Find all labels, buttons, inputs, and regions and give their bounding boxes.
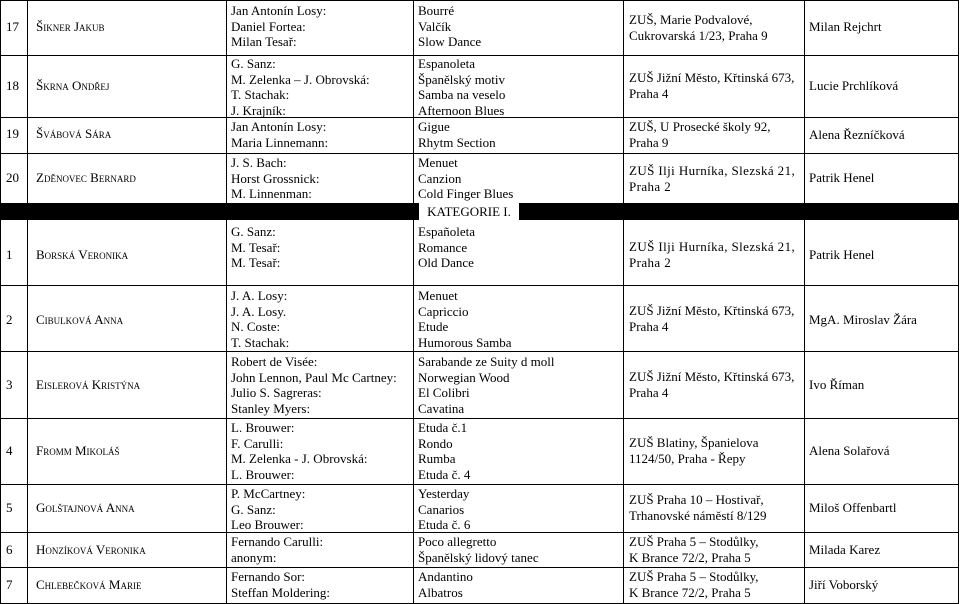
column-divider [623, 285, 624, 604]
teacher: Lucie Prchlíková [809, 78, 899, 93]
composer: Jan Antonín Losy: [231, 119, 327, 134]
piece: Sarabande ze Suity d moll [418, 354, 555, 369]
composer: Robert de Visée: [231, 354, 318, 369]
row-number: 6 [6, 542, 13, 557]
pieces [418, 569, 473, 600]
composer: Steffan Moldering: [231, 584, 331, 600]
school-line: Praha 2 [629, 254, 672, 270]
composer: Daniel Fortea: [231, 18, 306, 34]
school-line: Cukrovarská 1/23, Praha 9 [629, 27, 768, 43]
composer: J. S. Bach: [231, 155, 287, 170]
row-number: 5 [6, 500, 13, 515]
piece: Rumba [418, 451, 456, 467]
school-line: Praha 4 [629, 384, 669, 400]
teacher: Ivo Říman [809, 377, 865, 392]
column-divider [226, 0, 227, 285]
column-divider [226, 285, 227, 604]
composer: Milan Tesař: [231, 34, 297, 50]
composer: J. A. Losy. [231, 303, 287, 319]
row-number: 7 [6, 577, 13, 592]
school-line: Trhanovské náměstí 8/129 [629, 507, 767, 523]
composers [231, 486, 305, 533]
column-divider [0, 0, 1, 285]
composers [231, 288, 289, 350]
composer: Horst Grossnick: [231, 170, 320, 186]
row-number: 2 [6, 312, 13, 327]
composers [231, 420, 367, 482]
piece: Etude [418, 319, 449, 335]
student-name: Honzíková Veronika [36, 542, 146, 557]
piece: Samba na veselo [418, 87, 506, 103]
piece: Valčík [418, 18, 452, 34]
composer: J. A. Losy: [231, 288, 288, 303]
school [629, 569, 759, 600]
composer: Leo Brouwer: [231, 517, 304, 533]
column-divider [413, 0, 414, 285]
composers [231, 155, 319, 202]
student-name: Eislerová Kristýna [36, 377, 141, 392]
composers [231, 354, 397, 416]
column-divider [0, 285, 1, 604]
pieces [418, 288, 512, 350]
school-line: ZUŠ Jižní Město, Křtinská 673, [629, 303, 795, 318]
piece: Espanoleta [418, 56, 476, 71]
school-line: ZUŠ Jižní Město, Křtinská 673, [629, 369, 795, 384]
piece: Menuet [418, 155, 458, 170]
composer: M. Zelenka - J. Obrovská: [231, 451, 368, 467]
composers [231, 569, 330, 600]
school-line: 1124/50, Praha - Řepy [629, 450, 746, 466]
piece: Humorous Samba [418, 334, 512, 350]
school [629, 119, 771, 150]
composers [231, 3, 326, 50]
piece: Yesterday [418, 486, 470, 501]
pieces [418, 119, 496, 150]
school [629, 70, 794, 101]
school-line: Praha 9 [629, 134, 669, 150]
column-divider [623, 0, 624, 285]
student-name: Borská Veronika [36, 247, 129, 262]
school-line: ZUŠ Ilji Hurníka, Slezská 21, [629, 239, 796, 254]
composer: M. Tesař: [231, 239, 281, 255]
composer: G. Sanz: [231, 224, 276, 239]
piece: Menuet [418, 288, 458, 303]
teacher: Patrik Henel [809, 247, 875, 262]
piece: Španělský motiv [418, 71, 506, 87]
pieces [418, 3, 481, 50]
row-number: 20 [6, 170, 19, 185]
teacher: Milan Rejchrt [809, 19, 882, 34]
column-divider [958, 0, 959, 285]
piece: Old Dance [418, 255, 474, 271]
school [629, 369, 794, 400]
column-divider [804, 285, 805, 604]
school-line: Praha 2 [629, 178, 672, 194]
school [629, 12, 768, 43]
student-name: Škrna Ondřej [36, 78, 110, 93]
piece: Rondo [418, 435, 453, 451]
school [629, 163, 795, 194]
piece: Slow Dance [418, 34, 482, 50]
composer: M. Linnenman: [231, 186, 312, 202]
school [629, 239, 795, 270]
piece: Etuda č. 4 [418, 466, 471, 482]
pieces [418, 155, 513, 202]
piece: Españoleta [418, 224, 476, 239]
teacher: Alena Řezníčková [809, 127, 905, 142]
school-line: ZUŠ, U Prosecké školy 92, [629, 119, 771, 134]
piece: El Colibri [418, 385, 470, 401]
pieces [418, 224, 475, 271]
student-name: Zděnovec Bernard [36, 170, 136, 185]
piece: Afternoon Blues [418, 102, 505, 118]
school-line: ZUŠ Jižní Město, Křtinská 673, [629, 70, 795, 85]
row-divider [0, 418, 958, 419]
school-line: ZUŠ, Marie Podvalové, [629, 12, 753, 27]
pieces [418, 486, 470, 533]
student-name: Chlebečková Marie [36, 577, 142, 592]
row-number: 4 [6, 443, 13, 458]
piece: Norwegian Wood [418, 369, 510, 385]
row-number: 19 [6, 126, 19, 141]
piece: Canzion [418, 170, 462, 186]
school-line: ZUŠ Praha 5 – Stodůlky, [629, 569, 759, 584]
pieces [418, 420, 470, 482]
composer: anonym: [231, 549, 277, 565]
composer: G. Sanz: [231, 501, 276, 517]
composer: Fernando Sor: [231, 569, 306, 584]
school-line: ZUŠ Praha 10 – Hostivař, [629, 492, 764, 507]
piece: Capriccio [418, 303, 469, 319]
row-number: 1 [6, 247, 13, 262]
school-line: Praha 4 [629, 85, 669, 101]
composer: P. McCartney: [231, 486, 306, 501]
column-divider [804, 0, 805, 285]
piece: Etuda č.1 [418, 420, 468, 435]
school-line: K Brance 72/2, Praha 5 [629, 584, 751, 600]
row-divider [0, 351, 958, 352]
student-name: Fromm Mikoláš [36, 443, 120, 458]
composer: N. Coste: [231, 319, 281, 335]
row-divider [0, 285, 958, 286]
piece: Poco allegretto [418, 534, 497, 549]
composer: M. Tesař: [231, 255, 281, 271]
pieces [418, 354, 554, 416]
school [629, 303, 794, 334]
teacher: Miloš Offenbartl [809, 500, 897, 515]
composer: Julio S. Sagreras: [231, 385, 322, 401]
piece: Albatros [418, 584, 463, 600]
composer: Jan Antonín Losy: [231, 3, 327, 18]
student-name: Golštajnová Anna [36, 500, 135, 515]
composer: Fernando Carulli: [231, 534, 324, 549]
row-number: 18 [6, 78, 19, 93]
composer: Stanley Myers: [231, 400, 311, 416]
composer: G. Sanz: [231, 56, 276, 71]
row-number: 17 [6, 19, 19, 34]
composer: L. Brouwer: [231, 466, 295, 482]
composer: J. Krajník: [231, 102, 286, 118]
composer: T. Stachak: [231, 334, 290, 350]
piece: Cavatina [418, 400, 465, 416]
school [629, 492, 766, 523]
school [629, 435, 759, 466]
composer: John Lennon, Paul Mc Cartney: [231, 369, 397, 385]
piece: Andantino [418, 569, 473, 584]
pieces [418, 534, 539, 565]
student-name: Cibulková Anna [36, 312, 124, 327]
school-line: K Brance 72/2, Praha 5 [629, 549, 751, 565]
piece: Gigue [418, 119, 450, 134]
row-divider [0, 532, 958, 533]
piece: Canarios [418, 501, 465, 517]
piece: Romance [418, 239, 468, 255]
column-divider [27, 0, 28, 285]
row-number: 3 [6, 377, 13, 392]
teacher: Milada Karez [809, 542, 881, 557]
composer: M. Zelenka – J. Obrovská: [231, 71, 370, 87]
row-divider [0, 567, 958, 568]
school-line: Praha 4 [629, 318, 669, 334]
piece: Španělský lidový tanec [418, 549, 539, 565]
composers [231, 56, 370, 118]
piece: Cold Finger Blues [418, 186, 514, 202]
composer: Maria Linnemann: [231, 134, 329, 150]
piece: Bourré [418, 3, 455, 18]
school-line: ZUŠ Praha 5 – Stodůlky, [629, 534, 759, 549]
school-line: ZUŠ Blatiny, Španielova [629, 435, 759, 450]
row-divider [0, 153, 958, 154]
teacher: MgA. Miroslav Žára [809, 312, 917, 327]
column-divider [27, 285, 28, 604]
teacher: Jiří Voborský [809, 577, 879, 592]
teacher: Patrik Henel [809, 170, 875, 185]
teacher: Alena Solařová [809, 443, 890, 458]
row-divider [0, 0, 958, 1]
school [629, 534, 759, 565]
pieces [418, 56, 505, 118]
row-divider [0, 484, 958, 485]
composers [231, 224, 280, 271]
school-line: ZUŠ Ilji Hurníka, Slezská 21, [629, 163, 796, 178]
composer: L. Brouwer: [231, 420, 295, 435]
composers [231, 534, 323, 565]
piece: Rhytm Section [418, 134, 496, 150]
column-divider [958, 285, 959, 604]
student-name: Švábová Sára [36, 126, 112, 141]
composer: F. Carulli: [231, 435, 284, 451]
student-name: Šikner Jakub [36, 19, 105, 34]
piece: Etuda č. 6 [418, 517, 471, 533]
composer: T. Stachak: [231, 87, 290, 103]
category-label: KATEGORIE I. [419, 203, 519, 220]
composers [231, 119, 328, 150]
column-divider [413, 285, 414, 604]
